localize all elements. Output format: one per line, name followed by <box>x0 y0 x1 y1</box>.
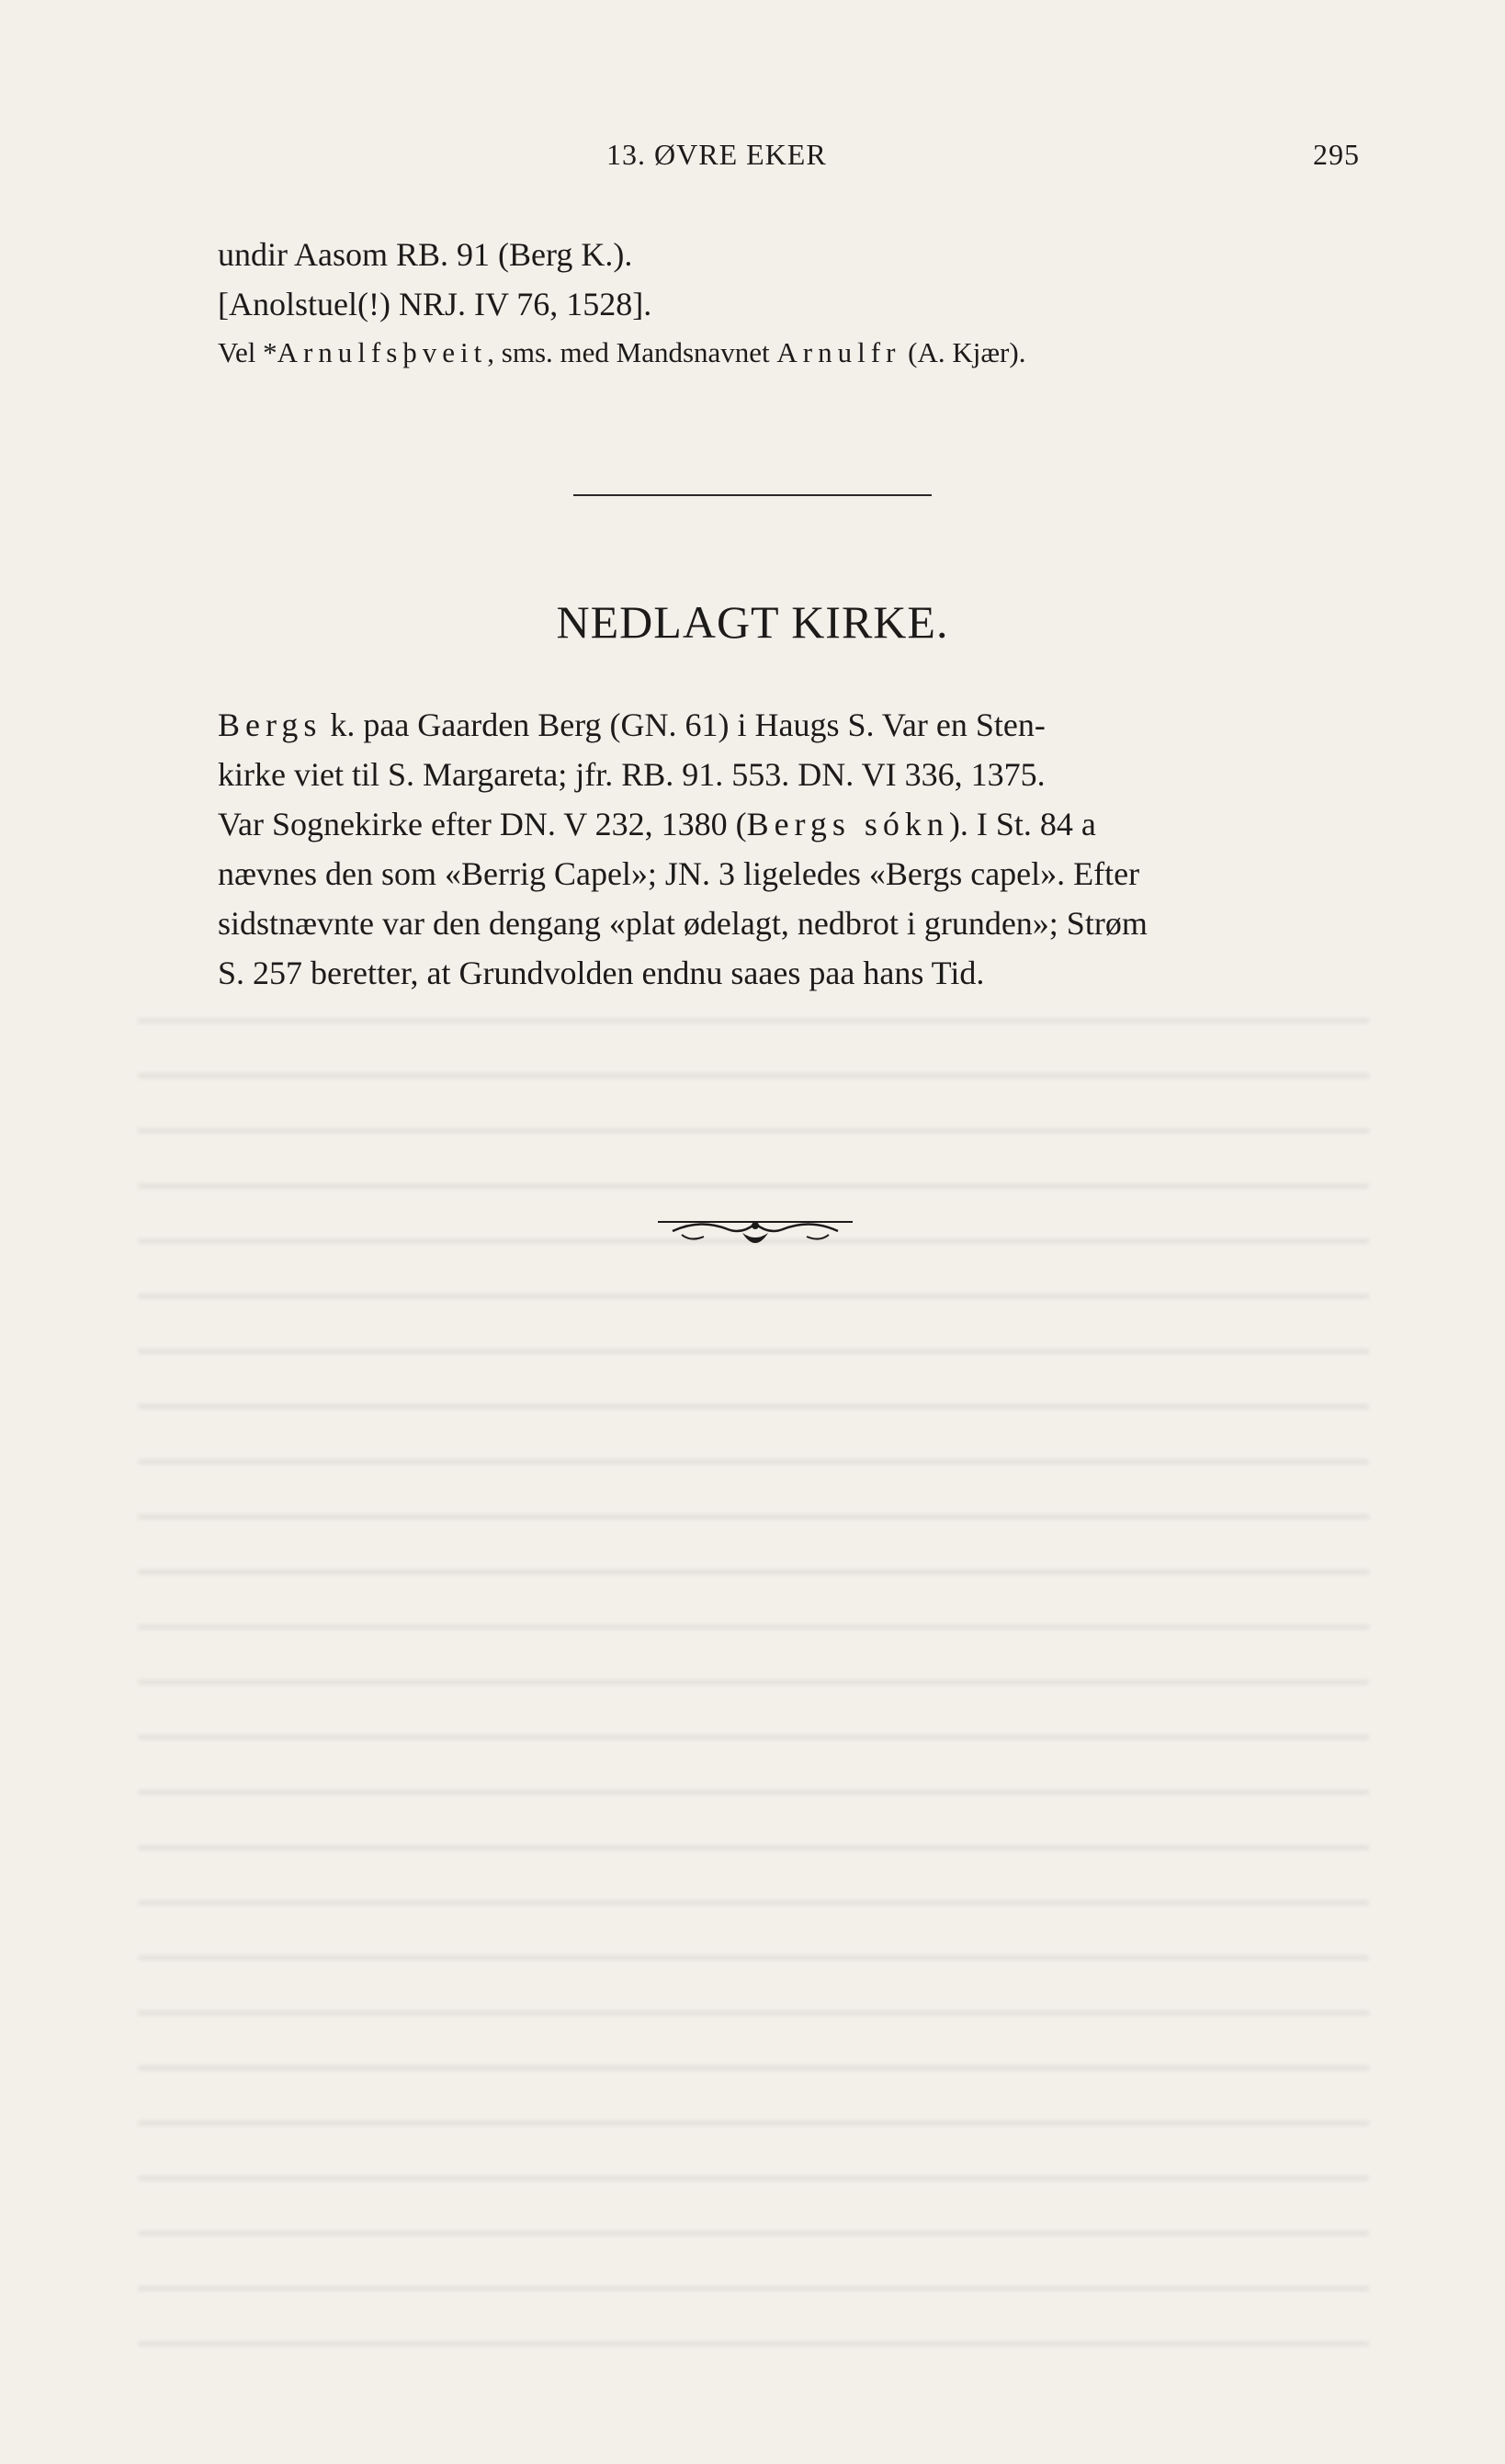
page-title: NEDLAGT KIRKE. <box>556 596 949 648</box>
note-pre: Vel * <box>218 336 277 368</box>
paragraph-line-2: kirke viet til S. Margareta; jfr. RB. 91. 553. DN. VI 336, 1375. <box>218 756 1046 793</box>
intro-line-2: [Anolstuel(!) NRJ. IV 76, 1528]. <box>218 286 652 322</box>
article-paragraph <box>218 700 1366 998</box>
note-name-2: Arnulfr <box>776 336 901 368</box>
paragraph-line-5: sidstnævnte var den dengang «plat ødelagt, nedbrot i grunden»; Strøm <box>218 905 1148 942</box>
paragraph-line-1 <box>218 700 1366 750</box>
paragraph-line-3-post: ). I St. 84 a <box>948 806 1096 842</box>
running-header <box>211 138 1360 184</box>
note-name: Arnulfsþveit <box>277 336 488 368</box>
page-number: 295 <box>1313 138 1360 171</box>
paragraph-line-3-pre: Var Sognekirke efter DN. V 232, 1380 ( <box>218 806 747 842</box>
end-ornament-icon <box>654 1211 856 1257</box>
section-heading: 13. ØVRE EKER <box>606 138 827 171</box>
paragraph-line-6: S. 257 beretter, at Grundvolden endnu saaes paa hans Tid. <box>218 955 985 991</box>
intro-line-1: undir Aasom RB. 91 (Berg K.). <box>218 236 633 273</box>
section-divider <box>573 494 932 496</box>
paragraph-line-1-text: k. paa Gaarden Berg (GN. 61) i Haugs S. Var en Sten- <box>322 706 1046 743</box>
paragraph-line-3 <box>218 799 1366 849</box>
note-line <box>218 329 1366 377</box>
parish-name: Bergs sókn <box>746 806 949 842</box>
note-mid: , sms. med Mandsnavnet <box>487 336 777 368</box>
intro-block <box>218 230 1366 377</box>
bleed-through-texture <box>138 983 1369 2361</box>
paragraph-line-4: nævnes den som «Berrig Capel»; JN. 3 ligeledes «Bergs capel». Efter <box>218 855 1140 892</box>
church-name: Bergs <box>218 706 322 743</box>
note-post: (A. Kjær). <box>900 336 1026 368</box>
